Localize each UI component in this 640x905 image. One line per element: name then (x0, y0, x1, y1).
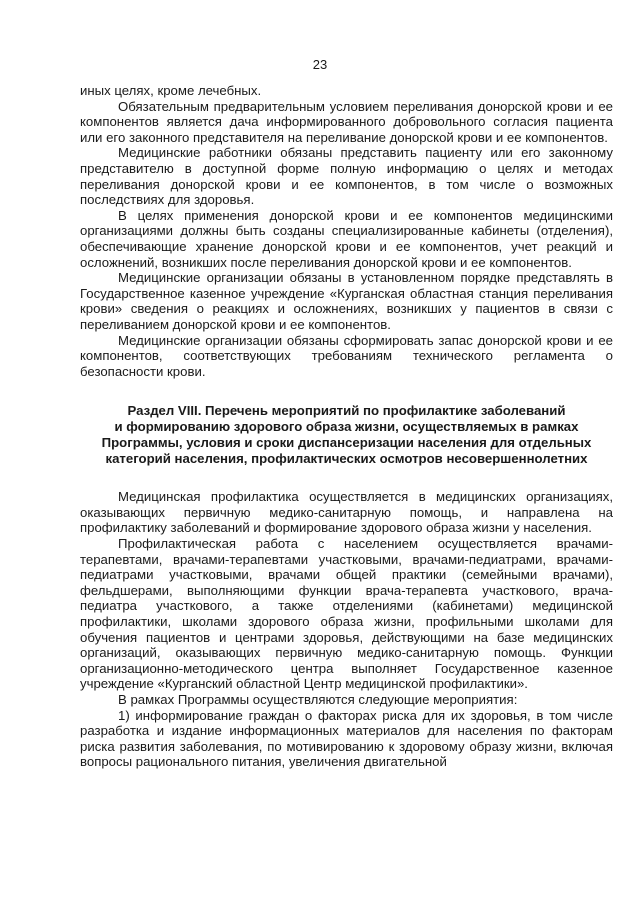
paragraphs-after-heading (80, 489, 613, 770)
paragraphs-before-heading (80, 83, 613, 379)
paragraph: Профилактическая работа с населением осуществляется врачами-терапевтами, врачами-терапевтами участковыми, врачами-педиатрами, врачами-педиатрами участковыми, врачами общей практики (семейными врачами), фельдшерами, выполняющими функции врача-терапевта участкового, врача-педиатра участкового, а также отделениями (кабинетами) медицинской профилактики, школами здорового образа жизни, профильными школами для обучения пациентов и центрами здоровья, действующими на базе медицинских организаций, оказывающих первичную медико-санитарную помощь. Функции организационно-методического центра выполняет Государственное казенное учреждение «Курганский областной Центр медицинской профилактики». (80, 536, 613, 692)
paragraph: Медицинские организации обязаны в установленном порядке представлять в Государственное казенное учреждение «Курганская областная станция переливания крови» сведения о реакциях и осложнениях, возникших у пациентов в связи с переливанием донорской крови и ее компонентов. (80, 270, 613, 332)
paragraph: Обязательным предварительным условием переливания донорской крови и ее компонентов является дача информированного добровольного согласия пациента или его законного представителя на переливание донорской крови и ее компонентов. (80, 98, 613, 145)
section-heading-line: и формированию здорового образа жизни, осуществляемых в рамках (114, 419, 579, 435)
paragraph: Медицинские работники обязаны представить пациенту или его законному представителю в доступной форме полную информацию о целях и методах переливания донорской крови и ее компонентов, в том числе о возможных последствиях для здоровья. (80, 145, 613, 208)
paragraph: 1) информирование граждан о факторах риска для их здоровья, в том числе разработка и издание информационных материалов для населения по факторам риска развития заболевания, по мотивированию к здоровому образу жизни, включая вопросы рационального питания, увеличения двигательной (80, 707, 613, 770)
paragraph: В целях применения донорской крови и ее компонентов медицинскими организациями должны быть созданы специализированные кабинеты (отделения), обеспечивающие хранение донорской крови и ее компонентов, учет реакций и осложнений, возникших после переливания донорской крови и ее компонентов. (80, 207, 613, 270)
section-heading-line: Раздел VIII. Перечень мероприятий по профилактике заболеваний (127, 403, 566, 419)
paragraph: иных целях, кроме лечебных. (80, 83, 262, 98)
paragraph: Медицинская профилактика осуществляется в медицинских организациях, оказывающих первичную медико-санитарную помощь, и направлена на профилактику заболеваний и формирование здорового образа жизни у населения. (80, 489, 613, 536)
paragraph: В рамках Программы осуществляются следующие мероприятия: (118, 692, 518, 707)
document-body (80, 83, 613, 770)
section-heading-line: Программы, условия и сроки диспансеризации населения для отдельных (101, 435, 592, 451)
section-heading-line: категорий населения, профилактических осмотров несовершеннолетних (105, 451, 588, 467)
page-number: 23 (312, 57, 328, 72)
section-heading (80, 403, 613, 467)
paragraph: Медицинские организации обязаны сформировать запас донорской крови и ее компонентов, соответствующих требованиям технического регламента о безопасности крови. (80, 332, 613, 379)
